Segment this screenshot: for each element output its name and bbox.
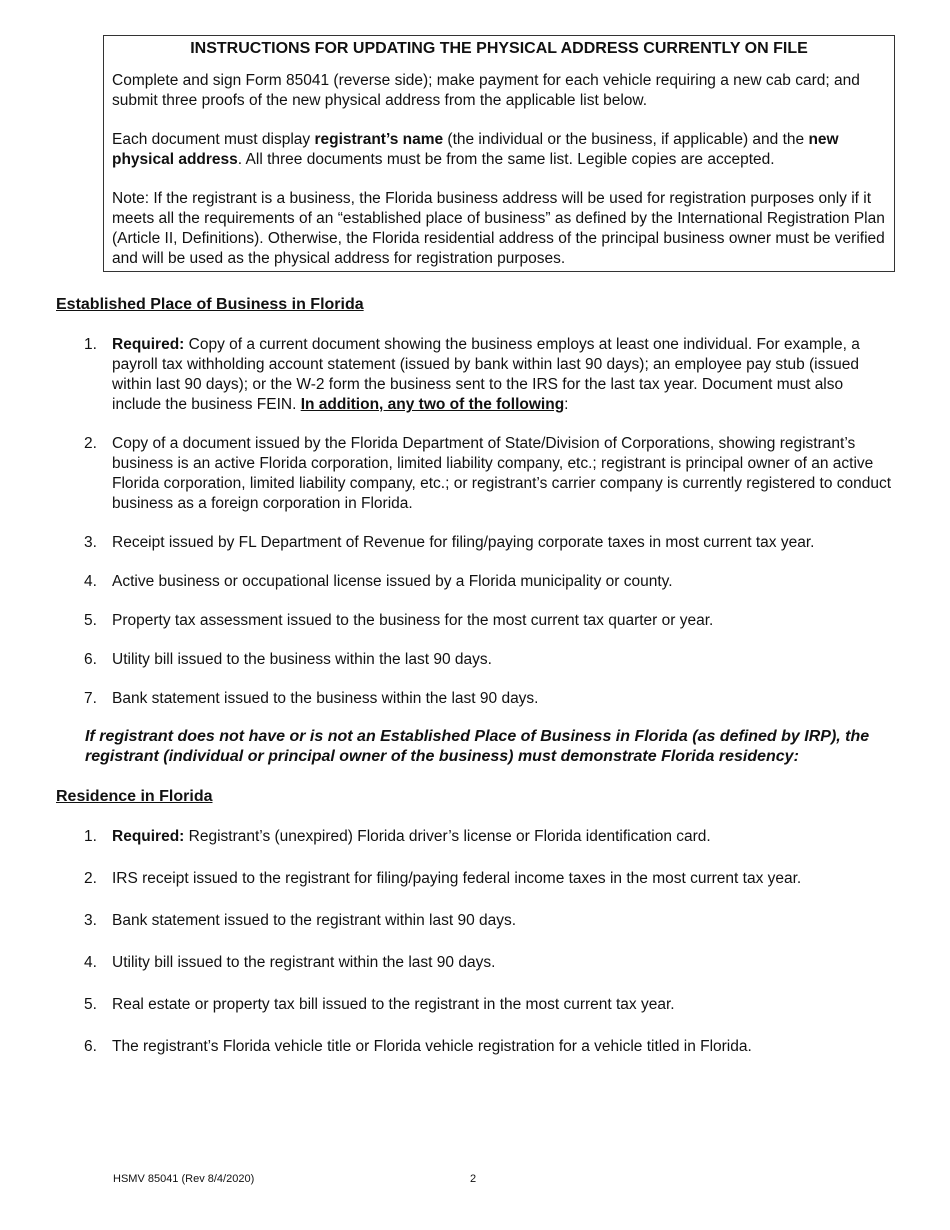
- business-item-1: [0, 335, 895, 415]
- instructions-box: [103, 35, 895, 272]
- item-text: Real estate or property tax bill issued to the registrant in the most current tax year.: [112, 996, 675, 1013]
- item-text: Property tax assessment issued to the business for the most current tax quarter or year.: [112, 612, 714, 629]
- residence-section-heading: Residence in Florida: [56, 788, 213, 805]
- para2-text-3: . All three documents must be from the same list. Legible copies are accepted.: [237, 151, 775, 168]
- item-text-end: :: [564, 396, 569, 413]
- business-item-7: [0, 689, 895, 709]
- residence-item-1: [0, 827, 820, 847]
- item-number: 2.: [84, 435, 97, 452]
- item-number: 5.: [84, 996, 97, 1013]
- business-proof-list: [0, 335, 895, 728]
- item-number: 4.: [84, 573, 97, 590]
- item-text: Copy of a current document showing the business employs at least one individual. For example, a payroll tax withholding account statement (issued by bank within last 90 days); an employee pay stub (issued within last 90 days); or the W-2 form the business sent to the IRS for the last tax year. Document must also include the business FEIN.: [112, 336, 860, 413]
- item-number: 1.: [84, 336, 97, 353]
- residence-item-4: [0, 953, 820, 973]
- para2-text-2: (the individual or the business, if applicable) and the: [443, 131, 809, 148]
- business-item-4: [0, 572, 895, 592]
- residence-item-5: [0, 995, 820, 1015]
- item-number: 5.: [84, 612, 97, 629]
- registrant-name-emphasis: registrant’s name: [314, 131, 444, 148]
- instructions-paragraph-2: [112, 130, 894, 170]
- item-number: 6.: [84, 1038, 97, 1055]
- business-item-2: [0, 434, 895, 514]
- instructions-note: Note: If the registrant is a business, the Florida business address will be used for registration purposes only if it meets all the requirements of an “established place of business” as defined by the International Registration Plan (Article II, Definitions). Otherwise, the Florida residential address of the principal business owner must be verified and will be used as the physical address for registration purposes.: [112, 190, 885, 267]
- residence-item-2: [0, 869, 820, 889]
- item-number: 4.: [84, 954, 97, 971]
- residence-item-6: [0, 1037, 820, 1057]
- business-item-6: [0, 650, 895, 670]
- residence-proof-list: [0, 827, 820, 1079]
- new-physical-address-emphasis: new physical address: [112, 131, 839, 168]
- item-number: 2.: [84, 870, 97, 887]
- required-label: Required:: [112, 828, 185, 845]
- item-text: Utility bill issued to the registrant within the last 90 days.: [112, 954, 496, 971]
- item-text: Copy of a document issued by the Florida Department of State/Division of Corporations, showing registrant’s business is an active Florida corporation, limited liability company, etc.; registrant is principal owner of an active Florida corporation, limited liability company, etc.; or registrant’s carrier company is currently registered to conduct business as a foreign corporation in Florida.: [112, 435, 892, 512]
- item-text: Bank statement issued to the registrant within last 90 days.: [112, 912, 517, 929]
- item-number: 3.: [84, 534, 97, 551]
- item-number: 7.: [84, 690, 97, 707]
- residence-item-3: [0, 911, 820, 931]
- item-text: The registrant’s Florida vehicle title or Florida vehicle registration for a vehicle titled in Florida.: [112, 1038, 752, 1055]
- item-number: 6.: [84, 651, 97, 668]
- instructions-title: INSTRUCTIONS FOR UPDATING THE PHYSICAL ADDRESS CURRENTLY ON FILE: [190, 40, 808, 57]
- business-item-5: [0, 611, 895, 631]
- para2-text-1: Each document must display: [112, 131, 315, 148]
- form-id: HSMV 85041 (Rev 8/4/2020): [113, 1173, 255, 1185]
- item-number: 3.: [84, 912, 97, 929]
- item-text: Utility bill issued to the business within the last 90 days.: [112, 651, 492, 668]
- instructions-paragraph-1: Complete and sign Form 85041 (reverse side); make payment for each vehicle requiring a new cab card; and submit three proofs of the new physical address from the applicable list below.: [112, 72, 860, 109]
- required-label: Required:: [112, 336, 185, 353]
- page-number: 2: [470, 1173, 477, 1185]
- any-two-emphasis: In addition, any two of the following: [300, 396, 565, 413]
- residency-requirement-note: If registrant does not have or is not an Established Place of Business in Florida (as defined by IRP), the registrant (individual or principal owner of the business) must demonstrate Florida residency:: [85, 728, 870, 765]
- item-text: Registrant’s (unexpired) Florida driver’s license or Florida identification card.: [184, 828, 711, 845]
- item-text: Bank statement issued to the business within the last 90 days.: [112, 690, 539, 707]
- item-number: 1.: [84, 828, 97, 845]
- item-text: Active business or occupational license issued by a Florida municipality or county.: [112, 573, 673, 590]
- business-section-heading: Established Place of Business in Florida: [56, 296, 364, 313]
- item-text: IRS receipt issued to the registrant for filing/paying federal income taxes in the most current tax year.: [112, 870, 802, 887]
- item-text: Receipt issued by FL Department of Revenue for filing/paying corporate taxes in most current tax year.: [112, 534, 815, 551]
- business-item-3: [0, 533, 895, 553]
